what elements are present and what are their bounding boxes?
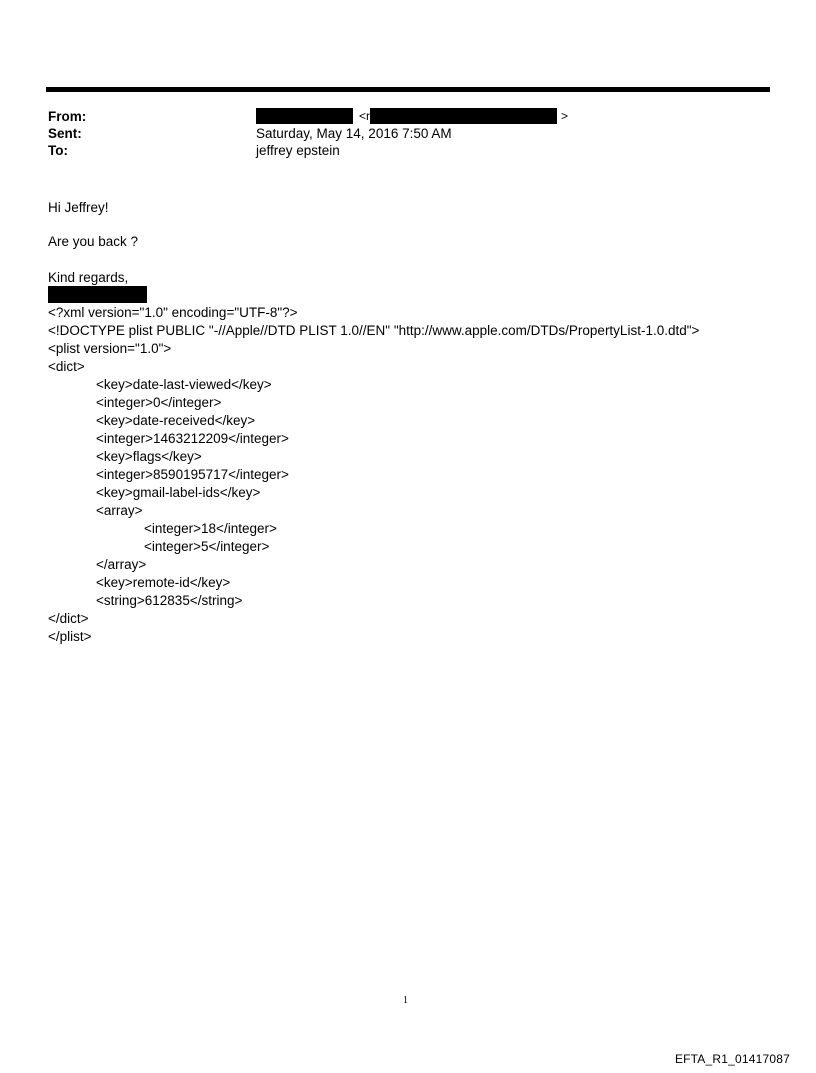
greeting-text: Hi Jeffrey! [48, 200, 109, 215]
bates-number: EFTA_R1_01417087 [674, 1052, 790, 1066]
xml-line: <integer>5</integer> [144, 539, 270, 554]
xml-line: <array> [96, 503, 143, 518]
xml-line: <key>flags</key> [96, 449, 202, 464]
question-text: Are you back ? [48, 234, 139, 249]
xml-line: </array> [96, 557, 147, 572]
sender-email-partial-letter: r [366, 109, 370, 123]
xml-line: <?xml version="1.0" encoding="UTF-8"?> [48, 305, 298, 320]
xml-line: <integer>18</integer> [144, 521, 277, 536]
signature-redaction [48, 286, 147, 303]
closing-text: Kind regards, [48, 270, 129, 285]
sent-label: Sent: [48, 126, 82, 141]
header-divider-rule [46, 87, 770, 92]
xml-line: <key>remote-id</key> [96, 575, 231, 590]
sender-email-redaction [370, 108, 557, 124]
sender-name-redaction [256, 108, 353, 124]
sender-email-close-bracket: > [561, 109, 569, 123]
xml-line: <string>612835</string> [96, 593, 243, 608]
xml-line: <integer>0</integer> [96, 395, 222, 410]
to-label: To: [48, 143, 68, 158]
xml-line: </plist> [48, 629, 92, 644]
to-value: jeffrey epstein [256, 143, 340, 158]
xml-line: <key>gmail-label-ids</key> [96, 485, 261, 500]
sender-email-open-bracket: < [359, 109, 367, 123]
xml-line: <dict> [48, 359, 85, 374]
page-number: 1 [403, 995, 408, 1006]
xml-line: <integer>8590195717</integer> [96, 467, 289, 482]
from-label: From: [48, 109, 87, 124]
xml-line: <integer>1463212209</integer> [96, 431, 289, 446]
xml-line: <!DOCTYPE plist PUBLIC "-//Apple//DTD PLIST 1.0//EN" "http://www.apple.com/DTDs/PropertyList-1.0.dtd"> [48, 323, 700, 338]
xml-line: <key>date-received</key> [96, 413, 256, 428]
xml-line: <key>date-last-viewed</key> [96, 377, 272, 392]
xml-line: <plist version="1.0"> [48, 341, 172, 356]
sent-value: Saturday, May 14, 2016 7:50 AM [256, 126, 452, 141]
xml-line: </dict> [48, 611, 89, 626]
